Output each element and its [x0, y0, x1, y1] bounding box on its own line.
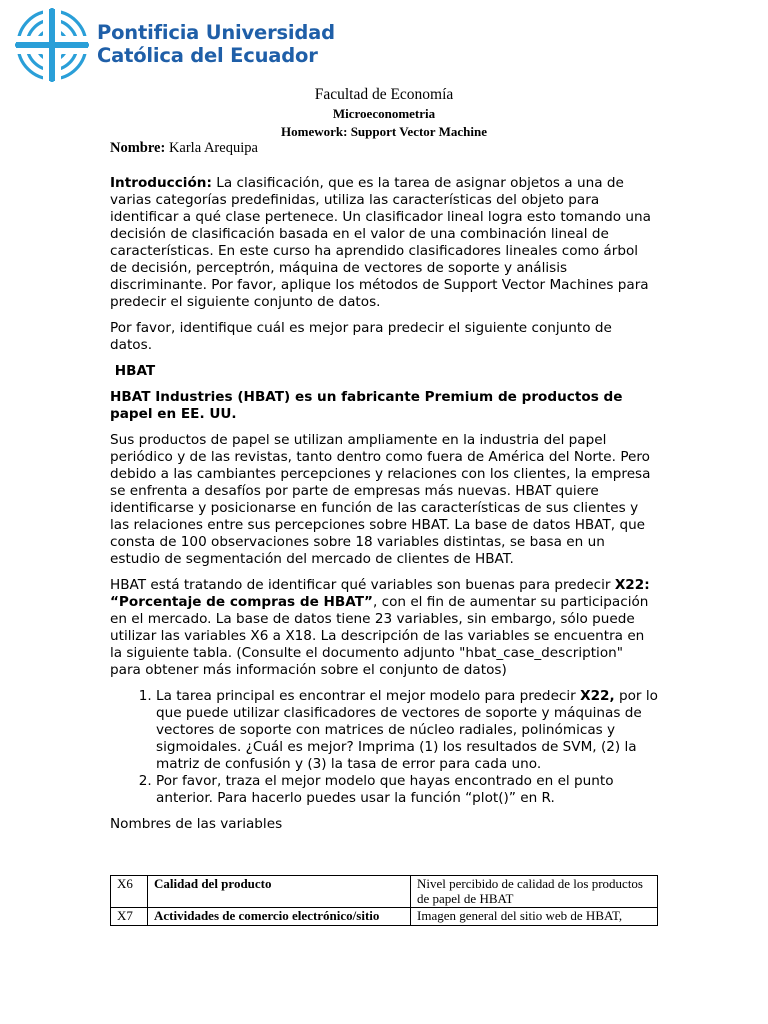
task-context-paragraph: [110, 577, 658, 679]
variable-description: Imagen general del sitio web de HBAT,: [411, 908, 658, 926]
task-context-text-1: HBAT está tratando de identificar qué variables son buenas para predecir: [110, 577, 615, 593]
homework-title: Homework: Support Vector Machine: [281, 124, 487, 139]
variable-name: Calidad del producto: [148, 876, 411, 908]
task-list: [110, 688, 658, 807]
university-name-line1: Pontificia Universidad: [97, 21, 335, 44]
request-paragraph: Por favor, identifique cuál es mejor para predecir el siguiente conjunto de datos.: [110, 320, 612, 353]
student-name-line: [110, 140, 258, 157]
hbat-description-paragraph: Sus productos de papel se utilizan ampliamente en la industria del papel periódico y de las revistas, tanto dentro como fuera de América del Norte. Pero debido a las cambiantes percepciones y relaciones con los clientes, la empresa se enfrenta a desafíos por parte de empresas más nuevas. HBAT quiere identificarse y posicionarse en función de las características de sus clientes y las relaciones entre sus percepciones sobre HBAT. La base de datos HBAT, que consta de 100 observaciones sobre 18 variables distintas, se basa en un estudio de segmentación del mercado de clientes de HBAT.: [110, 432, 651, 567]
task-item-1: [156, 688, 658, 773]
table-row: [111, 876, 658, 908]
variable-description: Nivel percibido de calidad de los productos de papel de HBAT: [411, 876, 658, 908]
name-label: Nombre:: [110, 140, 166, 156]
document-body: [110, 175, 658, 842]
name-value: Karla Arequipa: [168, 140, 258, 156]
task-item-1-bold: X22,: [580, 688, 615, 704]
table-row: [111, 908, 658, 926]
hbat-subheading: HBAT Industries (HBAT) es un fabricante Premium de productos de papel en EE. UU.: [110, 389, 623, 422]
variables-label: Nombres de las variables: [110, 816, 283, 832]
variable-code: X6: [111, 876, 148, 908]
variable-code: X7: [111, 908, 148, 926]
task-item-2: 2. Por favor, traza el mejor modelo que hayas encontrado en el punto anterior. Para hacerlo puedes usar la función “plot()” en R.: [156, 773, 658, 807]
task-item-1-text-2: por lo que puede utilizar clasificadores de vectores de soporte y máquinas de vectores de soporte con matrices de núcleo radiales, polinómicas y sigmoidales. ¿Cuál es mejor? Imprima (1) los resultados de SVM, (2) la matriz de confusión y (3) la tasa de error para cada uno.: [156, 688, 658, 772]
variables-table-wrapper: [110, 875, 658, 926]
target-variable: X22: “Porcentaje de compras de HBAT”: [110, 577, 650, 610]
task-item-1-text-1: La tarea principal es encontrar el mejor modelo para predecir: [156, 688, 581, 704]
university-name-line2: Católica del Ecuador: [97, 44, 318, 67]
variables-table: [110, 875, 658, 926]
intro-paragraph: [110, 175, 658, 311]
intro-label: Introducción:: [110, 175, 212, 191]
variable-name: Actividades de comercio electrónico/sitio: [148, 908, 411, 926]
faculty-title: Facultad de Economía: [314, 86, 454, 103]
course-title: Microeconometria: [332, 106, 436, 121]
hbat-heading: HBAT: [110, 363, 156, 379]
intro-text: La clasificación, que es la tarea de asignar objetos a una de varias categorías predefinidas, utiliza las características del objeto para identificar a qué clase pertenece. Un clasificador lineal logra esto tomando una decisión de clasificación basada en el valor de una combinación lineal de características. En este curso ha aprendido clasificadores lineales como árbol de decisión, perceptrón, máquina de vectores de soporte y análisis discriminante. Por favor, aplique los métodos de Support Vector Machines para predecir el siguiente conjunto de datos.: [110, 175, 651, 310]
university-name: [97, 21, 335, 67]
task-context-text-2: , con el fin de aumentar su participación en el mercado. La base de datos tiene 23 variables, sin embargo, sólo puede utilizar las variables X6 a X18. La descripción de las variables se encuentra en la siguiente tabla. (Consulte el documento adjunto "hbat_case_description" para obtener más información sobre el conjunto de datos): [110, 594, 649, 678]
